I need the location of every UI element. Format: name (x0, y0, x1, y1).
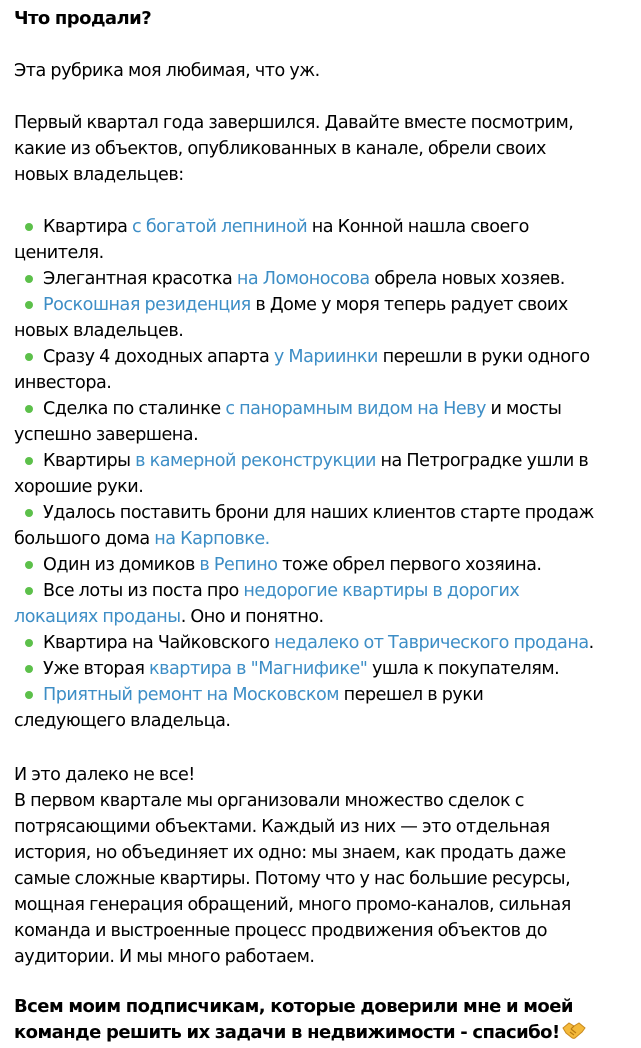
lead-line: Первый квартал года завершился. Давайте вместе посмотрим, (14, 113, 574, 133)
list-item-text: Удалось поставить брони для наших клиентов старте продаж (43, 503, 594, 523)
green-bullet-icon (25, 301, 33, 309)
list-item-link[interactable]: с богатой лепниной (132, 217, 308, 237)
list-item-text: на Петроградке ушли в (375, 451, 589, 471)
list-item-text: Квартира на Чайковского (43, 633, 275, 653)
closing-line (14, 1020, 586, 1048)
list-item-text: Сделка по сталинке (43, 399, 226, 419)
list-item-text: Квартира (43, 217, 133, 237)
list-item-text: . Оно и понятно. (180, 607, 324, 627)
outro-line: аудитории. И мы много работаем. (14, 947, 315, 967)
list-item-text: хорошие руки. (14, 477, 144, 497)
green-bullet-icon (25, 561, 33, 569)
list-item-text: следующего владельца. (14, 711, 231, 731)
lead-line: новых владельцев: (14, 165, 184, 185)
list-item-line (43, 396, 561, 422)
closing-line: Всем моим подписчикам, которые доверили мне и моей (14, 996, 573, 1017)
list-item-link[interactable]: Приятный ремонт на Московском (43, 685, 340, 705)
list-item-text: ценителя. (14, 243, 104, 263)
intro-text: Эта рубрика моя любимая, что уж. (14, 61, 320, 81)
list-item-link[interactable]: локациях проданы (14, 607, 181, 627)
post-heading: Что продали? (14, 8, 152, 29)
list-item-text: обрела новых хозяев. (369, 269, 565, 289)
list-item-text: ушла к покупателям. (367, 659, 560, 679)
list-item-text: и мосты (485, 399, 562, 419)
list-item-line (14, 604, 324, 630)
list-item-line (14, 422, 198, 448)
list-item-text: новых владельцев. (14, 321, 184, 341)
green-bullet-icon (25, 457, 33, 465)
green-bullet-icon (25, 509, 33, 517)
outro-line: мощная генерация обращений, много промо-каналов, сильная (14, 895, 571, 915)
green-bullet-icon (25, 639, 33, 647)
outro-line: потрясающими объектами. Каждый из них — это отдельная (14, 817, 550, 837)
list-item-link[interactable]: недорогие квартиры в дорогих (243, 581, 520, 601)
outro-line: самые сложные квартиры. Потому что у нас большие ресурсы, (14, 869, 571, 889)
outro-line: И это далеко не все! (14, 765, 195, 785)
lead-line: какие из объектов, опубликованных в канале, обрели своих (14, 139, 546, 159)
list-item-link[interactable]: у Мариинки (273, 347, 378, 367)
closing-text: команде решить их задачи в недвижимости - спасибо! (14, 1022, 560, 1043)
list-item-line (14, 318, 183, 344)
list-item-line (43, 656, 559, 682)
list-item-text: в Доме у моря теперь радует своих (250, 295, 568, 315)
list-item-line (43, 266, 565, 292)
outro-line: история, но объединяет их одно: мы знаем, как продать даже (14, 843, 566, 863)
list-item-text: Элегантная красотка (43, 269, 237, 289)
list-item-link[interactable]: в Репино (199, 555, 278, 575)
list-item-text: перешел в руки (339, 685, 484, 705)
list-item-link[interactable]: в камерной реконструкции (135, 451, 376, 471)
list-item-text: Квартиры (43, 451, 136, 471)
list-item-text: большого дома (14, 529, 155, 549)
green-bullet-icon (25, 691, 33, 699)
list-item-line (43, 578, 519, 604)
list-item-text: Уже вторая (43, 659, 149, 679)
list-item-line (43, 448, 588, 474)
green-bullet-icon (25, 275, 33, 283)
list-item-line (43, 630, 594, 656)
list-item-link[interactable]: на Карповке. (154, 529, 270, 549)
green-bullet-icon (25, 587, 33, 595)
list-item-line (43, 552, 542, 578)
list-item-text: Сразу 4 доходных апарта (43, 347, 274, 367)
list-item-line (14, 708, 230, 734)
list-item-line (43, 682, 483, 708)
green-bullet-icon (25, 353, 33, 361)
list-item-link[interactable]: квартира в "Магнифике" (149, 659, 368, 679)
list-item-text: инвестора. (14, 373, 112, 393)
green-bullet-icon (25, 405, 33, 413)
outro-line: В первом квартале мы организовали множество сделок с (14, 791, 524, 811)
list-item-line (14, 240, 104, 266)
list-item-line (14, 474, 143, 500)
list-item-text: успешно завершена. (14, 425, 199, 445)
outro-line: команда и выстроенные процесс продвижения объектов до (14, 921, 548, 941)
list-item-text: . (588, 633, 594, 653)
green-bullet-icon (25, 665, 33, 673)
list-item-line (14, 526, 270, 552)
list-item-text: Все лоты из поста про (43, 581, 244, 601)
handshake-icon (562, 1020, 586, 1048)
list-item-text: на Конной нашла своего (307, 217, 529, 237)
list-item-line (43, 500, 594, 526)
list-item-link[interactable]: Роскошная резиденция (43, 295, 251, 315)
list-item-text: Один из домиков (43, 555, 200, 575)
list-item-line (14, 370, 111, 396)
list-item-link[interactable]: на Ломоносова (236, 269, 370, 289)
list-item-link[interactable]: с панорамным видом на Неву (225, 399, 486, 419)
list-item-text: тоже обрел первого хозяина. (277, 555, 542, 575)
list-item-line (43, 214, 529, 240)
list-item-line (43, 292, 568, 318)
green-bullet-icon (25, 223, 33, 231)
list-item-text: перешли в руки одного (377, 347, 590, 367)
list-item-link[interactable]: недалеко от Таврического продана (274, 633, 589, 653)
list-item-line (43, 344, 590, 370)
